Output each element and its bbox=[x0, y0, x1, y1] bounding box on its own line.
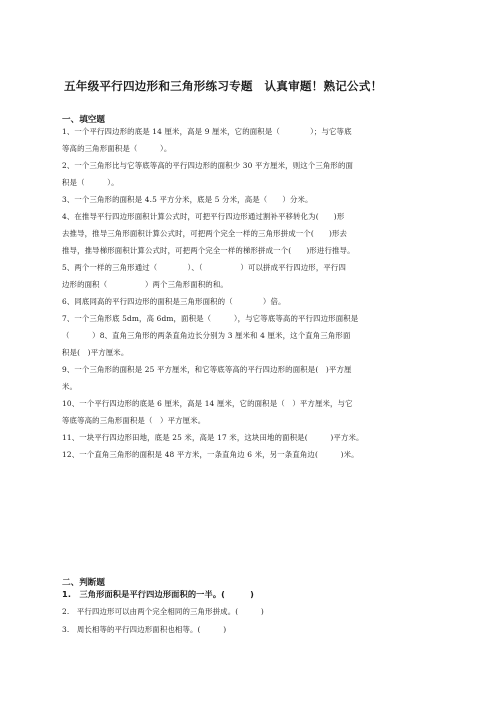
judge-line: 1. 三角形面积是平行四边形面积的一半。( ) bbox=[62, 589, 254, 599]
question-line: （ ）8、直角三角形的两条直角边长分别为 3 厘米和 4 厘米，这个直角三角形面 bbox=[62, 331, 351, 340]
question-line: 6、同底同高的平行四边形的面积是三角形面积的（ ）倍。 bbox=[62, 297, 286, 306]
question-line: 12、一个直角三角形的面积是 48 平方米，一条直角边 6 米，另一条直角边( )米。 bbox=[62, 450, 359, 459]
question-line: 去推导，推导三角形面积计算公式时，可把两个完全一样的三角形拼成一个( )形去 bbox=[62, 229, 348, 238]
question-line: 米。 bbox=[62, 382, 78, 391]
judge-questions bbox=[62, 585, 442, 639]
question-line: 9、一个三角形的面积是 25 平方厘米，和它等底等高的平行四边形的面积是( )平方厘 bbox=[62, 365, 352, 374]
question-line: 4、在推导平行四边形面积计算公式时，可把平行四边形通过割补平移转化为( )形 bbox=[62, 212, 345, 221]
question-line: 1、一个平行四边形的底是 14 厘米，高是 9 厘米，它的面积是（ ）；与它等底 bbox=[62, 127, 352, 136]
question-line: 5、两个一样的三角形通过（ ）、（ ）可以拼成平行四边形，平行四 bbox=[62, 263, 346, 272]
question-line: 11、一块平行四边形田地，底是 25 米，高是 17 米，这块田地的面积是( )平方米。 bbox=[62, 433, 364, 442]
question-line: 3、一个三角形的面积是 4.5 平方分米，底是 5 分米，高是（ ）分米。 bbox=[62, 195, 313, 204]
section-judge-heading: 二、判断题 bbox=[62, 578, 105, 588]
judge-line: 2. 平行四边形可以由两个完全相同的三角形拼成。( ) bbox=[62, 607, 264, 616]
question-line: 边形的面积（ ）两个三角形面积的和。 bbox=[62, 280, 228, 289]
page-title: 五年级平行四边形和三角形练习专题 认真审题！熟记公式！ bbox=[64, 79, 383, 93]
question-line: 积是（ ）。 bbox=[62, 178, 119, 187]
question-line: 2、一个三角形比与它等底等高的平行四边形的面积少 30 平方厘米，则这个三角形的面 bbox=[62, 161, 354, 170]
question-line: 等底等高的三角形面积是（ ）平方厘米。 bbox=[62, 416, 206, 425]
section-fill-in-heading: 一、填空题 bbox=[62, 115, 105, 125]
question-line: 积是( )平方厘米。 bbox=[62, 348, 129, 357]
question-line: 推导，推导梯形面积计算公式时，可把两个完全一样的梯形拼成一个( )形进行推导。 bbox=[62, 246, 355, 255]
question-line: 等高的三角形面积是（ ）。 bbox=[62, 144, 172, 153]
judge-line: 3. 周长相等的平行四边形面积也相等。( ) bbox=[62, 625, 227, 634]
fill-in-questions bbox=[62, 123, 442, 463]
question-line: 7、一个三角形底 5dm，高 6dm，面积是（ ），与它等底等高的平行四边形面积是 bbox=[62, 314, 359, 323]
question-line: 10、一个平行四边形的底是 6 厘米，高是 14 厘米，它的面积是（ ）平方厘米，与它 bbox=[62, 399, 353, 408]
